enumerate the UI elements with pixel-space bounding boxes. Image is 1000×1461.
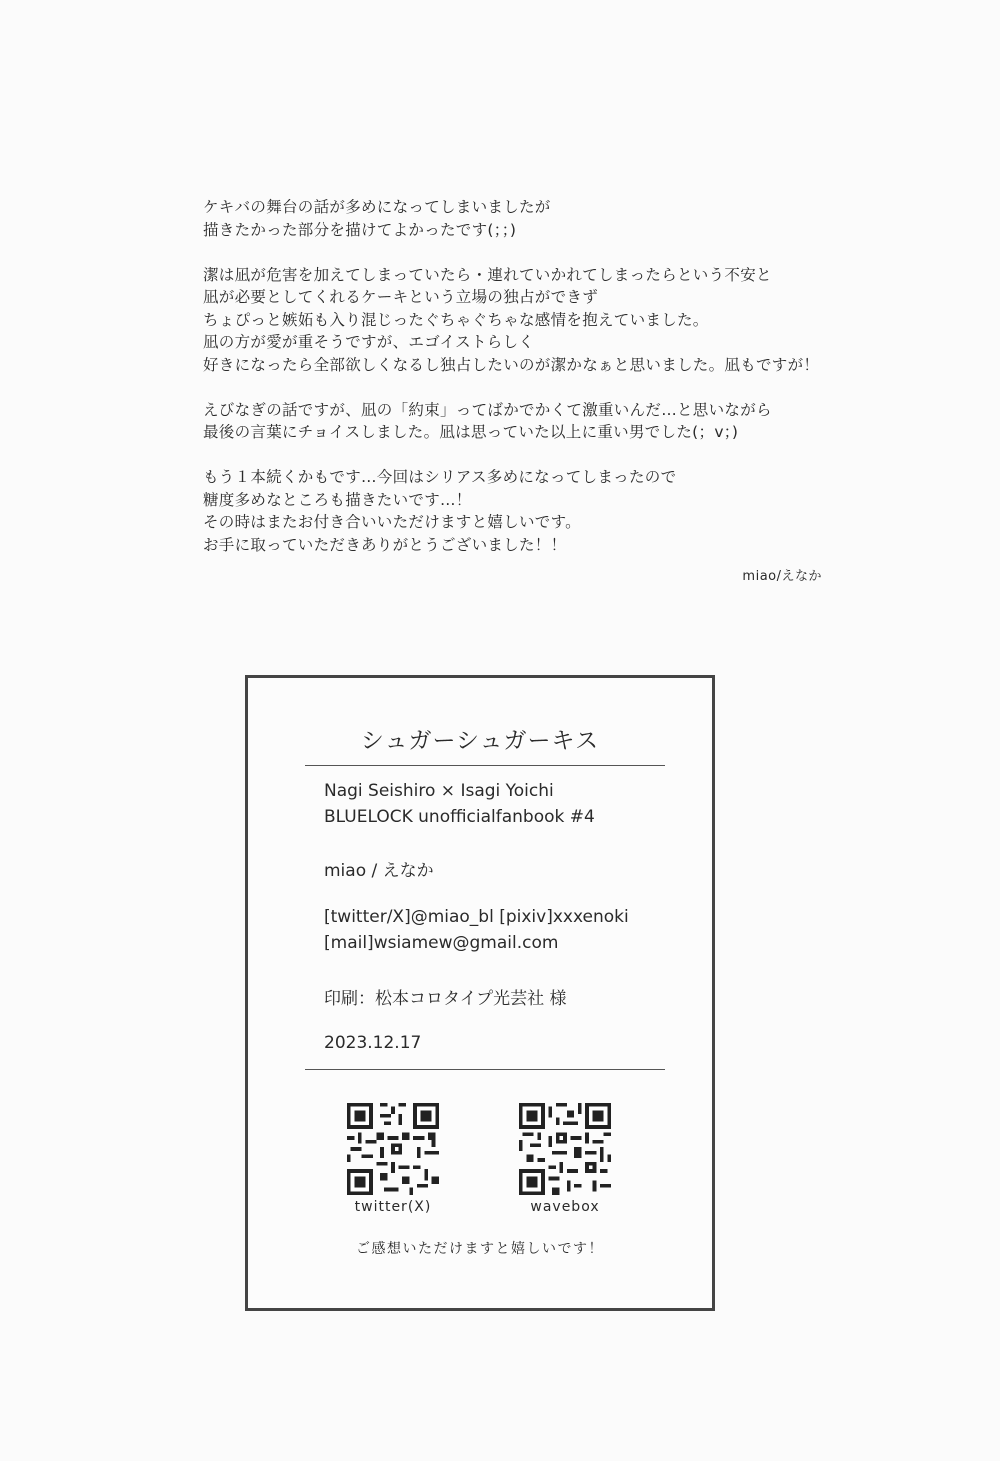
afterword-paragraph-1	[203, 196, 843, 241]
book-title: シュガーシュガーキス	[360, 728, 600, 754]
qr-twitter[interactable]	[333, 1103, 453, 1215]
afterword-line: 糖度多めなところも描きたいです…！	[203, 490, 472, 509]
afterword-line: 好きになったら全部欲しくなるし独占したいのが潔かなぁと思いました。凪もですが！	[203, 355, 820, 374]
divider	[305, 765, 665, 766]
afterword-line: 凪が必要としてくれるケーキという立場の独占ができず	[203, 288, 599, 306]
afterword-text	[203, 196, 843, 579]
qr-wavebox[interactable]	[505, 1103, 625, 1215]
qr-label-twitter: twitter(X)	[354, 1199, 432, 1215]
authors-text: miao / えなか	[324, 861, 434, 881]
pairing-text: Nagi Seishiro × Isagi Yoichi	[324, 781, 554, 801]
afterword-line: ちょぴっと嫉妬も入り混じったぐちゃぐちゃな感情を抱えていました。	[203, 310, 709, 329]
afterword-line: ケキバの舞台の話が多めになってしまいましたが	[203, 198, 551, 216]
printer-text: 印刷：松本コロタイプ光芸社 様	[324, 989, 567, 1009]
social-links-text: [twitter/X]@miao_bl [pixiv]xxxenoki	[324, 907, 629, 927]
afterword-line: えびなぎの話ですが、凪の「約束」ってばかでかくて激重いんだ…と思いながら	[203, 400, 772, 419]
date-text: 2023.12.17	[324, 1033, 422, 1053]
afterword-line: 潔は凪が危害を加えてしまっていたら・連れていかれてしまったらという不安と	[203, 265, 772, 284]
qr-code-icon	[519, 1103, 611, 1195]
afterword-paragraph-2	[203, 264, 843, 377]
afterword-signature: miao/えなか	[742, 569, 822, 584]
qr-label-wavebox: wavebox	[530, 1199, 600, 1215]
afterword-line: お手に取っていただきありがとうございました！！	[203, 535, 567, 554]
divider	[305, 1069, 665, 1070]
colophon-box	[245, 675, 715, 1311]
thanks-message: ご感想いただけますと嬉しいです！	[356, 1241, 604, 1257]
afterword-line: その時はまたお付き合いいただけますと嬉しいです。	[203, 513, 581, 531]
afterword-line: もう１本続くかもです…今回はシリアス多めになってしまったので	[203, 468, 677, 486]
afterword-line: 最後の言葉にチョイスしました。凪は思っていた以上に重い男でした(；v；)	[203, 423, 739, 441]
qr-code-icon	[347, 1103, 439, 1195]
afterword-paragraph-4	[203, 466, 843, 556]
afterword-line: 凪の方が愛が重そうですが、エゴイストらしく	[203, 333, 535, 351]
afterword-line: 描きたかった部分を描けてよかったです(；；)	[203, 220, 517, 239]
series-text: BLUELOCK unofficialfanbook #4	[324, 807, 595, 827]
afterword-paragraph-3	[203, 399, 843, 444]
mail-text: [mail]wsiamew@gmail.com	[324, 933, 559, 953]
